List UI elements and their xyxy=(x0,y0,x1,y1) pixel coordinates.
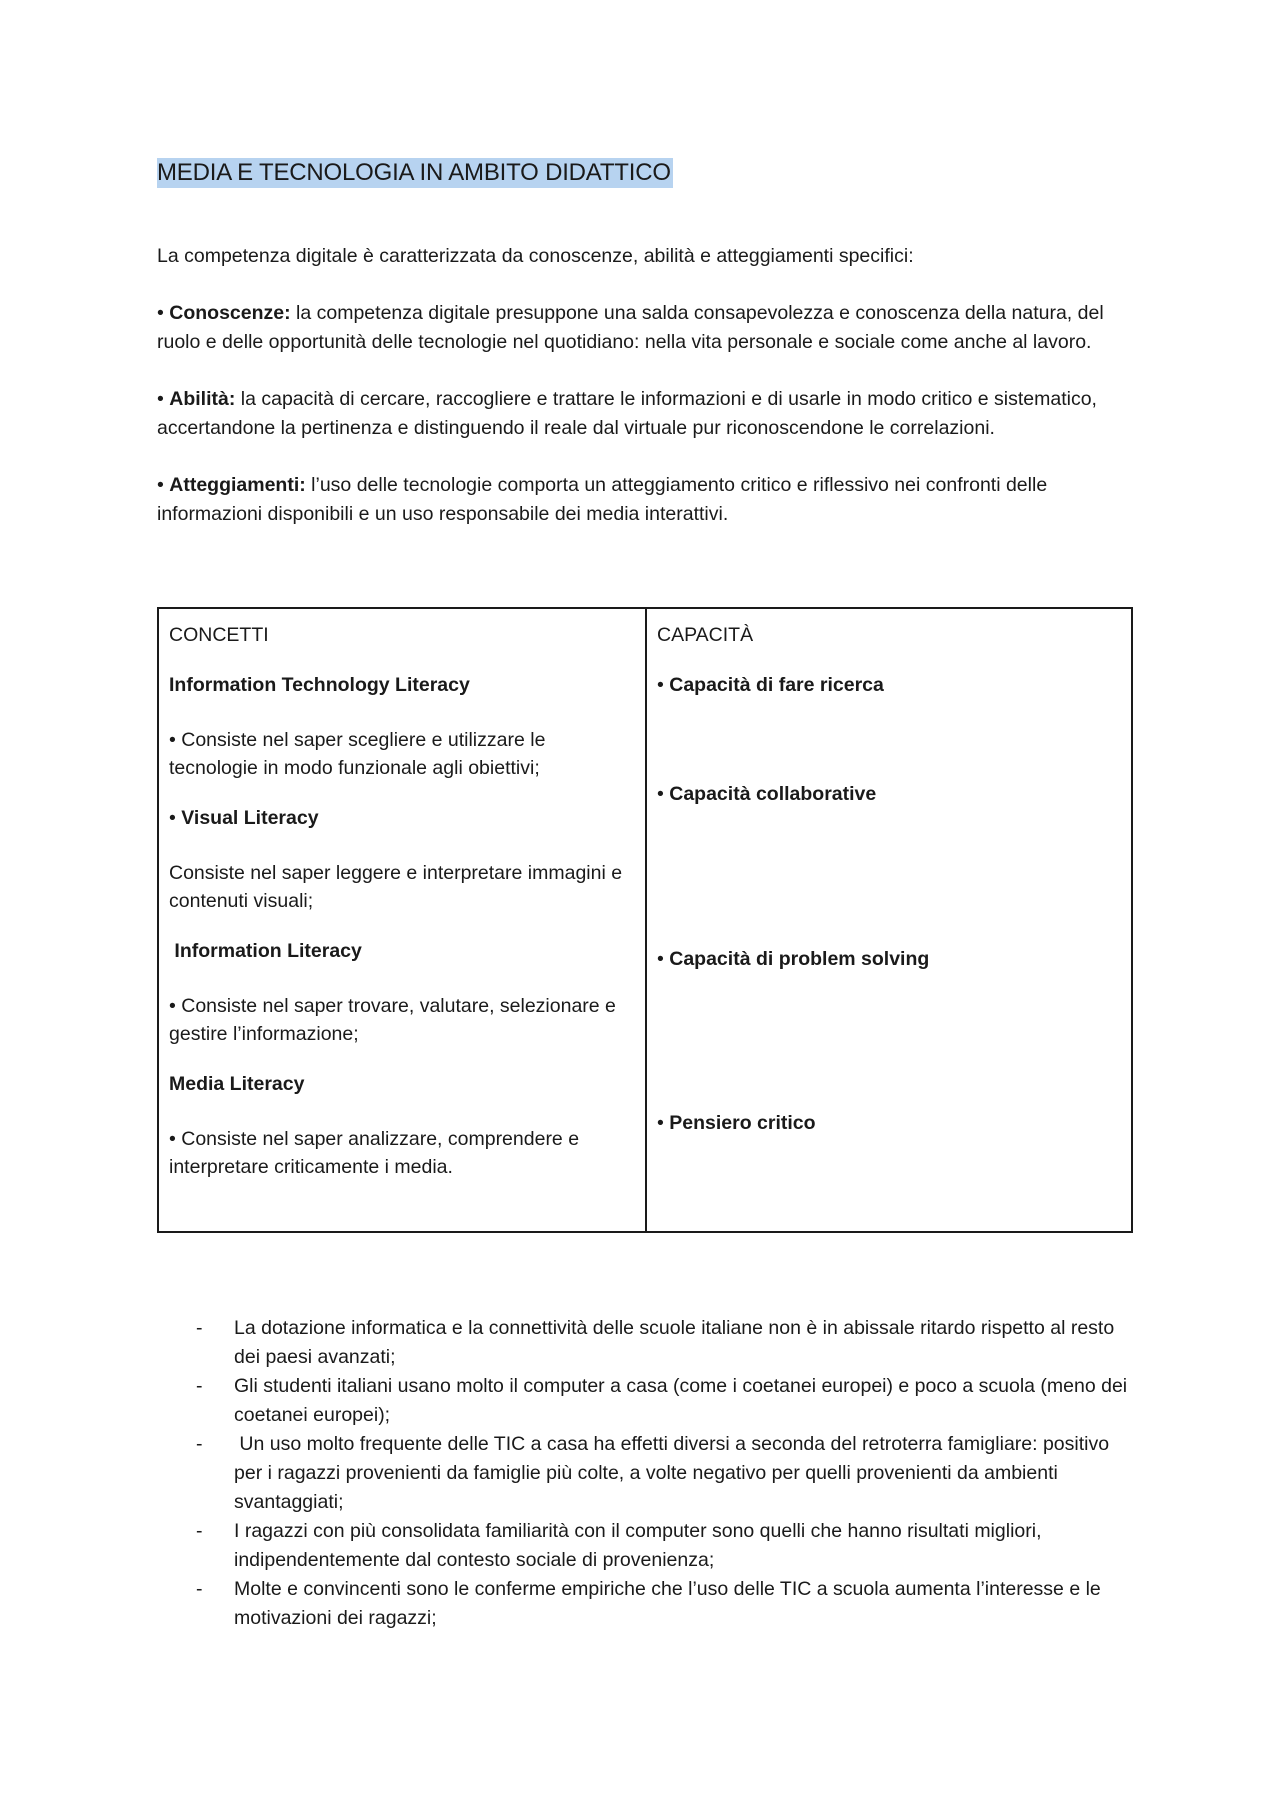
paragraph-text: la competenza digitale presuppone una salda consapevolezza e conoscenza della natura, del ruolo e delle opportunità delle tecnologie nel quotidiano: nella vita personale e sociale come anche al lavoro. xyxy=(157,302,1104,353)
bullet-glyph: • xyxy=(157,302,170,324)
capacity-item xyxy=(657,671,884,699)
dash-marker: - xyxy=(196,1375,203,1397)
bullet-glyph: • xyxy=(657,674,670,696)
capacity-label: Capacità di fare ricerca xyxy=(669,674,884,696)
document-title: MEDIA E TECNOLOGIA IN AMBITO DIDATTICO xyxy=(157,159,671,186)
list-item xyxy=(157,1314,1137,1372)
list-item xyxy=(157,1517,1137,1575)
bullet-glyph: • xyxy=(157,474,170,496)
concept-description: • Consiste nel saper analizzare, comprendere e interpretare criticamente i media. xyxy=(169,1128,580,1178)
bullet-glyph: • xyxy=(657,783,670,805)
list-item-text: La dotazione informatica e la connettività delle scuole italiane non è in abissale ritardo rispetto al resto dei paesi avanzati; xyxy=(234,1317,1115,1368)
capacita-header: CAPACITÀ xyxy=(657,624,754,646)
concept-heading xyxy=(169,804,635,832)
paragraph-label: Conoscenze: xyxy=(169,302,291,324)
list-item xyxy=(157,1575,1137,1633)
dash-marker: - xyxy=(196,1433,203,1455)
capacity-label: Pensiero critico xyxy=(669,1112,816,1134)
capacity-label: Capacità collaborative xyxy=(669,783,877,805)
dash-marker: - xyxy=(196,1578,203,1600)
paragraph-atteggiamenti xyxy=(157,471,1137,529)
capacity-label: Capacità di problem solving xyxy=(669,948,930,970)
paragraph-label: Atteggiamenti: xyxy=(169,474,306,496)
capacita-column xyxy=(647,609,1131,1231)
list-item xyxy=(157,1372,1137,1430)
list-item-text: Gli studenti italiani usano molto il computer a casa (come i coetanei europei) e poco a scuola (meno dei coetanei europei); xyxy=(234,1375,1128,1426)
bullet-glyph: • xyxy=(157,388,170,410)
bullet-glyph: • xyxy=(657,1112,670,1134)
document-body xyxy=(157,158,1137,529)
intro-paragraph: La competenza digitale è caratterizzata da conoscenze, abilità e atteggiamenti specifici: xyxy=(157,245,914,267)
concept-heading-text: Information Literacy xyxy=(169,940,362,962)
list-item xyxy=(157,1430,1137,1517)
dash-marker: - xyxy=(196,1520,203,1542)
bullet-glyph: • xyxy=(657,948,670,970)
list-item-text: Molte e convincenti sono le conferme empiriche che l’uso delle TIC a scuola aumenta l’interesse e le motivazioni dei ragazzi; xyxy=(234,1578,1101,1629)
bullet-glyph: • xyxy=(169,807,182,829)
list-item-text: Un uso molto frequente delle TIC a casa ha effetti diversi a seconda del retroterra famigliare: positivo per i ragazzi provenienti da famiglie più colte, a volte negativo per quelli provenienti da ambienti svantaggiati; xyxy=(234,1433,1115,1513)
concept-description: Consiste nel saper leggere e interpretare immagini e contenuti visuali; xyxy=(169,862,623,912)
concept-description: • Consiste nel saper trovare, valutare, selezionare e gestire l’informazione; xyxy=(169,995,616,1045)
findings-list xyxy=(157,1314,1137,1633)
paragraph-conoscenze xyxy=(157,299,1137,357)
concept-heading-text: Information Technology Literacy xyxy=(169,674,470,696)
paragraph-text: l’uso delle tecnologie comporta un atteggiamento critico e riflessivo nei confronti delle informazioni disponibili e un uso responsabile dei media interattivi. xyxy=(157,474,1048,525)
concept-heading-text: Media Literacy xyxy=(169,1073,305,1095)
concept-heading-text: Visual Literacy xyxy=(181,807,319,829)
concept-heading xyxy=(169,1070,635,1098)
paragraph-label: Abilità: xyxy=(169,388,236,410)
concept-description: • Consiste nel saper scegliere e utilizzare le tecnologie in modo funzionale agli obiettivi; xyxy=(169,729,546,779)
concetti-column xyxy=(159,609,647,1231)
capacity-item xyxy=(657,780,876,808)
concetti-header: CONCETTI xyxy=(169,624,269,646)
paragraph-abilita xyxy=(157,385,1137,443)
capacity-item xyxy=(657,1109,816,1137)
list-item-text: I ragazzi con più consolidata familiarità con il computer sono quelli che hanno risultati migliori, indipendentemente dal contesto sociale di provenienza; xyxy=(234,1520,1042,1571)
concepts-table xyxy=(157,607,1133,1233)
capacity-item xyxy=(657,945,929,973)
concept-heading xyxy=(169,937,635,965)
paragraph-text: la capacità di cercare, raccogliere e trattare le informazioni e di usarle in modo critico e sistematico, accertandone la pertinenza e distinguendo il reale dal virtuale pur riconoscendone le correlazioni. xyxy=(157,388,1097,439)
dash-marker: - xyxy=(196,1317,203,1339)
concept-heading xyxy=(169,671,635,699)
